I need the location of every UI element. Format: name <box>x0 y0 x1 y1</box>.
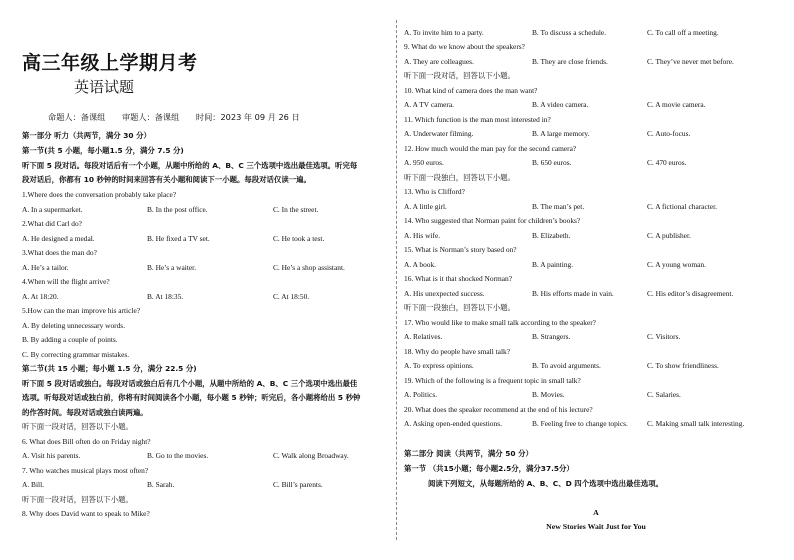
q3-option-b: B. He’s a waiter. <box>147 263 197 272</box>
q20-option-b: B. Feeling free to change topics. <box>532 419 628 428</box>
right-page <box>398 0 794 560</box>
section2-instruction-1: 听下面 5 段对话或独白。每段对话或独白后有几个小题，从题中所给的 A、B、C 三个选项中选出最佳 <box>22 379 358 388</box>
reviewer-label: 审题人：备课组 <box>121 112 180 122</box>
q18-option-c: C. To show friendliness. <box>647 361 719 370</box>
question-5-stem: 5.How can the man improve his article? <box>22 306 141 315</box>
q8-option-c: C. To call off a meeting. <box>647 28 719 37</box>
q17-option-c: C. Visitors. <box>647 332 681 341</box>
question-2-stem: 2.What did Carl do? <box>22 219 82 228</box>
q6-option-a: A. Visit his parents. <box>22 451 81 460</box>
q7-option-a: A. Bill. <box>22 480 44 489</box>
listen-instruction: 听下面一段对话，回答以下小题。 <box>22 422 133 431</box>
question-15-stem: 15. What is Norman’s story based on? <box>404 245 517 254</box>
listen-instruction: 听下面一段对话，回答以下小题。 <box>404 71 515 80</box>
question-1-stem: 1.Where does the conversation probably take place? <box>22 190 177 199</box>
setter-label: 命题人：备课组 <box>48 112 106 122</box>
question-6-stem: 6. What does Bill often do on Friday night? <box>22 437 151 446</box>
page-divider <box>396 20 397 540</box>
section1-instruction-2: 段对话后，你都有 10 秒钟的时间来回答有关小题和阅读下一小题。每段对话仅读一遍。 <box>22 175 311 184</box>
q2-option-a: A. He designed a medal. <box>22 234 95 243</box>
section2-heading: 第二节(共 15 小题；每小题 1.5 分，满分 22.5 分) <box>22 364 197 373</box>
q3-option-a: A. He’s a tailor. <box>22 263 69 272</box>
section2-instruction-3: 的作答时间。每段对话或独白读两遍。 <box>22 408 148 417</box>
q2-option-b: B. He fixed a TV set. <box>147 234 210 243</box>
q12-option-c: C. 470 euros. <box>647 158 687 167</box>
q9-option-b: B. They are close friends. <box>532 57 608 66</box>
listen-instruction: 听下面一段独白，回答以下小题。 <box>404 303 515 312</box>
passage-letter: A <box>593 508 599 517</box>
q16-option-b: B. His efforts made in vain. <box>532 289 614 298</box>
q16-option-c: C. His editor’s disagreement. <box>647 289 734 298</box>
q5-option-c: C. By correcting grammar mistakes. <box>22 350 130 359</box>
question-13-stem: 13. Who is Clifford? <box>404 187 465 196</box>
question-14-stem: 14. Who suggested that Norman paint for children’s books? <box>404 216 581 225</box>
q1-option-a: A. In a supermarket. <box>22 205 83 214</box>
q10-option-a: A. A TV camera. <box>404 100 455 109</box>
question-11-stem: 11. Which function is the man most interested in? <box>404 115 551 124</box>
question-16-stem: 16. What is it that shocked Norman? <box>404 274 513 283</box>
q15-option-b: B. A painting. <box>532 260 574 269</box>
exam-subtitle: 英语试题 <box>74 78 135 96</box>
question-9-stem: 9. What do we know about the speakers? <box>404 42 525 51</box>
reading-instruction: 阅读下列短文，从每题所给的 A、B、C、D 四个选项中选出最佳选项。 <box>428 479 663 488</box>
left-page <box>0 0 396 560</box>
q6-option-b: B. Go to the movies. <box>147 451 209 460</box>
question-8-stem: 8. Why does David want to speak to Mike? <box>22 509 150 518</box>
q18-option-b: B. To avoid arguments. <box>532 361 601 370</box>
section2-instruction-2: 选项。听每段对话或独白前，你将有时间阅读各个小题，每小题 5 秒钟；听完后，各小题将给出 5 秒钟 <box>22 393 361 402</box>
exam-date: 时间：2023 年 09 月 26 日 <box>195 112 300 122</box>
part1-heading: 第一部分 听力（共两节，满分 30 分） <box>22 131 151 140</box>
q19-option-c: C. Salaries. <box>647 390 681 399</box>
section1-heading: 第一节(共 5 小题，每小题1.5 分，满分 7.5 分) <box>22 146 184 155</box>
q5-option-b: B. By adding a couple of points. <box>22 335 118 344</box>
q1-option-c: C. In the street. <box>273 205 319 214</box>
q9-option-a: A. They are colleagues. <box>404 57 474 66</box>
q20-option-c: C. Making small talk interesting. <box>647 419 745 428</box>
q13-option-c: C. A fictional character. <box>647 202 717 211</box>
question-19-stem: 19. Which of the following is a frequent topic in small talk? <box>404 376 581 385</box>
q20-option-a: A. Asking open-ended questions. <box>404 419 502 428</box>
q11-option-b: B. A large memory. <box>532 129 590 138</box>
question-18-stem: 18. Why do people have small talk? <box>404 347 510 356</box>
q15-option-a: A. A book. <box>404 260 437 269</box>
q19-option-b: B. Movies. <box>532 390 565 399</box>
q15-option-c: C. A young woman. <box>647 260 706 269</box>
q18-option-a: A. To express opinions. <box>404 361 474 370</box>
q9-option-c: C. They’ve never met before. <box>647 57 734 66</box>
q1-option-b: B. In the post office. <box>147 205 208 214</box>
question-17-stem: 17. Who would like to make small talk according to the speaker? <box>404 318 596 327</box>
question-7-stem: 7. Who watches musical plays most often? <box>22 466 149 475</box>
q16-option-a: A. His unexpected success. <box>404 289 485 298</box>
q8-option-b: B. To discuss a schedule. <box>532 28 607 37</box>
passage-title: New Stories Wait Just for You <box>546 522 646 531</box>
q14-option-b: B. Elizabeth. <box>532 231 571 240</box>
question-20-stem: 20. What does the speaker recommend at the end of his lecture? <box>404 405 593 414</box>
q14-option-a: A. His wife. <box>404 231 441 240</box>
q11-option-c: C. Auto-focus. <box>647 129 691 138</box>
part2-section1-heading: 第一节 （共15小题；每小题2.5分，满分37.5分） <box>404 464 574 473</box>
listen-instruction: 听下面一段独白，回答以下小题。 <box>404 173 515 182</box>
q12-option-a: A. 950 euros. <box>404 158 444 167</box>
q3-option-c: C. He’s a shop assistant. <box>273 263 345 272</box>
q13-option-a: A. A little girl. <box>404 202 447 211</box>
q7-option-b: B. Sarah. <box>147 480 175 489</box>
q13-option-b: B. The man’s pet. <box>532 202 585 211</box>
q10-option-c: C. A movie camera. <box>647 100 706 109</box>
q8-option-a: A. To invite him to a party. <box>404 28 484 37</box>
q17-option-a: A. Relatives. <box>404 332 443 341</box>
question-3-stem: 3.What does the man do? <box>22 248 97 257</box>
question-12-stem: 12. How much would the man pay for the second camera? <box>404 144 577 153</box>
exam-title: 高三年级上学期月考 <box>22 52 198 74</box>
q17-option-b: B. Strangers. <box>532 332 571 341</box>
q4-option-a: A. At 18:20. <box>22 292 59 301</box>
question-10-stem: 10. What kind of camera does the man want? <box>404 86 538 95</box>
question-4-stem: 4.When will the flight arrive? <box>22 277 110 286</box>
section1-instruction-1: 听下面 5 段对话。每段对话后有一个小题，从题中所给的 A、B、C 三个选项中选出最佳选项。听完每 <box>22 161 358 170</box>
part2-heading: 第二部分 阅读（共两节，满分 50 分） <box>404 449 533 458</box>
q4-option-c: C. At 18:50. <box>273 292 310 301</box>
q12-option-b: B. 650 euros. <box>532 158 572 167</box>
q6-option-c: C. Walk along Broadway. <box>273 451 349 460</box>
q7-option-c: C. Bill’s parents. <box>273 480 323 489</box>
q10-option-b: B. A video camera. <box>532 100 589 109</box>
q2-option-c: C. He took a test. <box>273 234 325 243</box>
exam-meta <box>48 112 314 123</box>
q14-option-c: C. A publisher. <box>647 231 691 240</box>
q19-option-a: A. Politics. <box>404 390 438 399</box>
q11-option-a: A. Underwater filming. <box>404 129 474 138</box>
listen-instruction: 听下面一段对话，回答以下小题。 <box>22 495 133 504</box>
q4-option-b: B. At 18:35. <box>147 292 184 301</box>
q5-option-a: A. By deleting unnecessary words. <box>22 321 126 330</box>
